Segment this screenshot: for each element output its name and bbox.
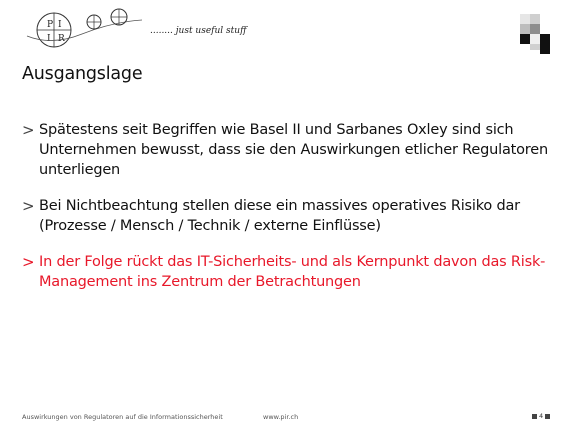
bullet-marker: > [22,253,35,271]
footer-url: www.pir.ch [263,413,299,421]
slide-title: Ausgangslage [22,64,143,84]
previous-slide-icon[interactable] [532,414,537,419]
page-number: 4 [539,412,544,420]
logo-letter-i-top: I [58,20,62,30]
page-navigation [532,412,550,420]
bullet-item [22,120,557,180]
footer-title: Auswirkungen von Regulatoren auf die Informationssicherheit [22,413,223,421]
logo-letter-i-bottom: I [47,34,51,44]
bullet-text: Bei Nichtbeachtung stellen diese ein massives operatives Risiko dar (Prozesse / Mensch / Technik / externe Einflüsse) [39,198,520,234]
next-slide-icon[interactable] [545,414,550,419]
bullet-marker: > [22,197,35,215]
bullet-text: Spätestens seit Begriffen wie Basel II und Sarbanes Oxley sind sich Unternehmen bewusst, dass sie den Auswirkungen etlicher Regulatoren unterliegen [39,122,548,178]
tagline: ........ just useful stuff [150,26,247,36]
bullet-item [22,196,557,236]
bullet-text: In der Folge rückt das IT-Sicherheits- und als Kernpunkt davon das Risk-Management ins Zentrum der Betrachtungen [39,254,546,290]
bullet-marker: > [22,121,35,139]
checkered-corner-graphic [520,14,560,60]
bullet-list [22,120,557,308]
logo-letter-p: P [47,20,54,30]
pir-logo [22,6,152,56]
bullet-item-highlighted [22,252,557,292]
logo-letter-r: R [58,34,65,44]
